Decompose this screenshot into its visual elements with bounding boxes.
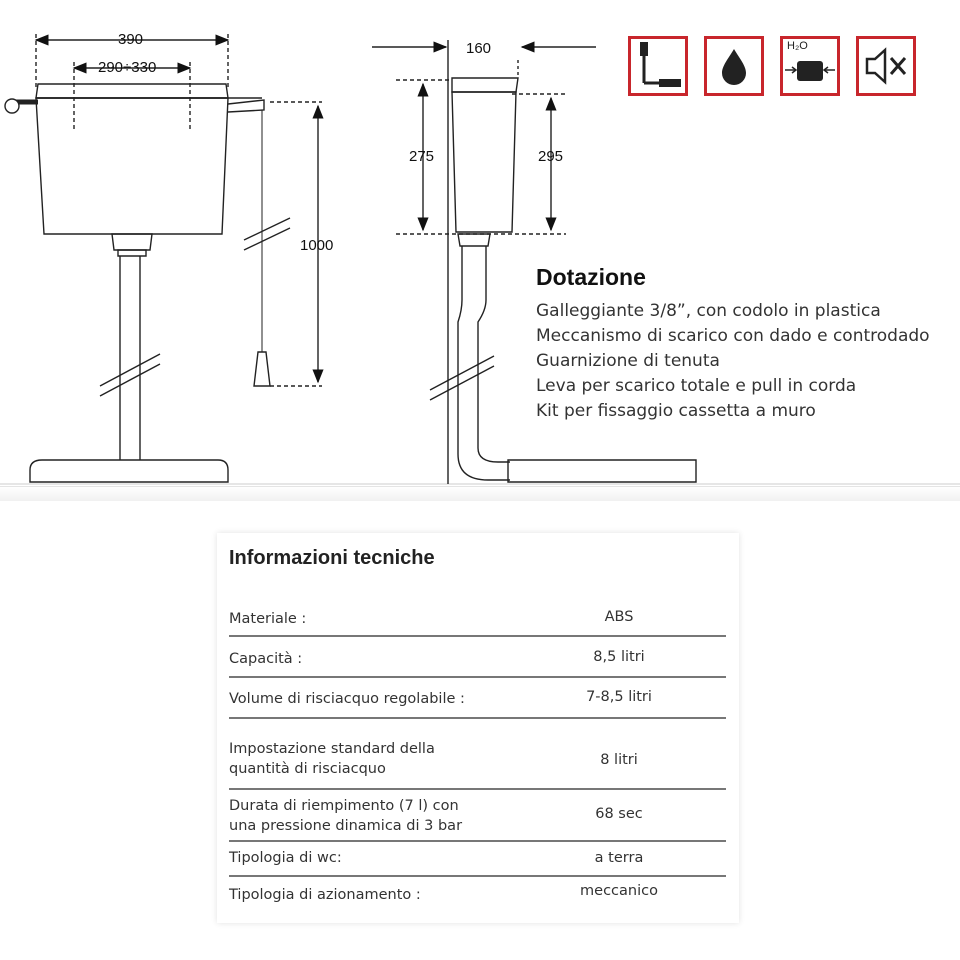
dotazione-section	[536, 264, 956, 424]
dotazione-title: Dotazione	[536, 264, 646, 290]
section-divider	[0, 486, 960, 501]
table-row	[229, 877, 726, 911]
dotazione-item: Galleggiante 3/8”, con codolo in plastica	[536, 301, 881, 321]
dotazione-item: Leva per scarico totale e pull in corda	[536, 376, 857, 396]
dim-pipe-height: 1000	[300, 237, 334, 254]
dotazione-item: Meccanismo di scarico con dado e controdado	[536, 326, 930, 346]
h2o-label: H₂O	[787, 40, 808, 52]
tech-info-card	[217, 533, 739, 923]
dim-width-fixing: 290÷330	[98, 59, 157, 76]
dim-height-side: 295	[538, 148, 564, 165]
h2o-tank-icon	[780, 36, 840, 96]
row-value: ABS	[604, 609, 634, 625]
table-row	[229, 842, 726, 877]
row-label: Capacità :	[229, 651, 303, 667]
row-value: a terra	[594, 850, 644, 866]
row-label: Tipologia di wc:	[229, 850, 342, 866]
table-row	[229, 603, 726, 637]
silent-icon	[856, 36, 916, 96]
tech-info-title: Informazioni tecniche	[229, 547, 435, 569]
row-label: Volume di risciacquo regolabile :	[229, 691, 465, 707]
row-value: meccanico	[580, 883, 658, 899]
dotazione-item: Kit per fissaggio cassetta a muro	[536, 401, 816, 421]
row-label: Materiale :	[229, 611, 307, 627]
dotazione-item: Guarnizione di tenuta	[536, 351, 720, 371]
table-row	[229, 637, 726, 678]
table-row	[229, 678, 726, 719]
dim-height-front: 275	[409, 148, 435, 165]
dim-width-total: 390	[118, 31, 144, 48]
table-row	[229, 719, 726, 790]
row-value: 8,5 litri	[593, 649, 645, 665]
dim-depth: 160	[466, 40, 492, 57]
row-value: 8 litri	[600, 752, 638, 768]
row-value: 68 sec	[595, 806, 643, 822]
water-drop-icon	[704, 36, 764, 96]
row-label: Durata di riempimento (7 l) con una pressione dinamica di 3 bar	[229, 798, 463, 834]
table-row	[229, 790, 726, 842]
float-valve-icon	[628, 36, 688, 96]
row-value: 7-8,5 litri	[586, 689, 652, 705]
row-label: Impostazione standard della quantità di risciacquo	[229, 741, 435, 777]
row-label: Tipologia di azionamento :	[229, 887, 421, 903]
